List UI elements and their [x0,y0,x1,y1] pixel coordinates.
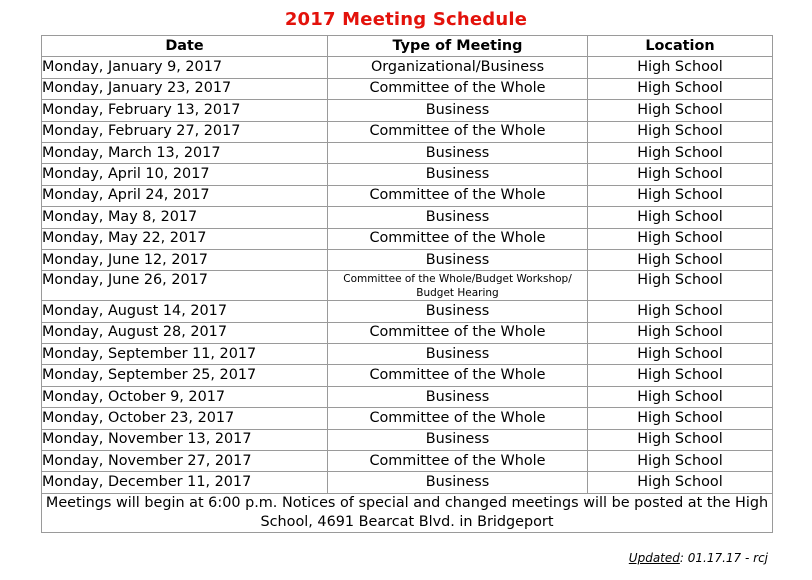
date-cell: Monday, May 22, 2017 [42,228,328,249]
location-cell: High School [588,386,773,407]
date-cell: Monday, February 13, 2017 [42,100,328,121]
location-cell: High School [588,344,773,365]
date-cell: Monday, January 23, 2017 [42,78,328,99]
location-cell: High School [588,57,773,78]
type-cell: Committee of the Whole [328,121,588,142]
table-row [42,429,773,450]
table-row [42,322,773,343]
date-cell: Monday, October 23, 2017 [42,408,328,429]
type-cell: Organizational/Business [328,57,588,78]
date-cell: Monday, November 27, 2017 [42,451,328,472]
type-column-header: Type of Meeting [328,36,588,57]
date-cell: Monday, August 14, 2017 [42,301,328,322]
type-cell: Business [328,472,588,493]
type-cell: Committee of the Whole [328,78,588,99]
table-header-row [42,36,773,57]
location-cell: High School [588,472,773,493]
date-cell: Monday, June 26, 2017 [42,271,328,301]
date-cell: Monday, June 12, 2017 [42,249,328,270]
table-row [42,271,773,301]
location-cell: High School [588,100,773,121]
date-cell: Monday, April 10, 2017 [42,164,328,185]
table-row [42,344,773,365]
meeting-schedule-table [41,35,773,533]
footer-note: Meetings will begin at 6:00 p.m. Notices of special and changed meetings will be posted at the High School, 4691 Bearcat Blvd. in Bridgeport [42,493,773,532]
type-cell: Committee of the Whole [328,185,588,206]
date-cell: Monday, August 28, 2017 [42,322,328,343]
location-column-header: Location [588,36,773,57]
date-cell: Monday, April 24, 2017 [42,185,328,206]
type-cell: Committee of the Whole [328,365,588,386]
table-row [42,121,773,142]
location-cell: High School [588,408,773,429]
type-cell: Committee of the Whole [328,228,588,249]
table-row [42,207,773,228]
type-cell: Business [328,100,588,121]
table-row [42,78,773,99]
type-cell: Committee of the Whole [328,322,588,343]
location-cell: High School [588,78,773,99]
location-cell: High School [588,429,773,450]
location-cell: High School [588,365,773,386]
type-cell: Committee of the Whole [328,408,588,429]
type-cell: Business [328,207,588,228]
type-cell: Business [328,301,588,322]
date-cell: Monday, September 11, 2017 [42,344,328,365]
date-cell: Monday, May 8, 2017 [42,207,328,228]
type-cell: Business [328,429,588,450]
table-row [42,386,773,407]
table-row [42,57,773,78]
location-cell: High School [588,228,773,249]
table-row [42,164,773,185]
table-row [42,365,773,386]
table-row [42,301,773,322]
location-cell: High School [588,164,773,185]
table-row [42,472,773,493]
location-cell: High School [588,142,773,163]
date-cell: Monday, March 13, 2017 [42,142,328,163]
date-cell: Monday, February 27, 2017 [42,121,328,142]
date-cell: Monday, November 13, 2017 [42,429,328,450]
location-cell: High School [588,451,773,472]
table-row [42,142,773,163]
table-row [42,185,773,206]
date-cell: Monday, January 9, 2017 [42,57,328,78]
type-cell: Business [328,142,588,163]
type-cell: Business [328,249,588,270]
updated-stamp [629,551,768,565]
location-cell: High School [588,207,773,228]
page-title: 2017 Meeting Schedule [284,9,528,30]
location-cell: High School [588,322,773,343]
table-row [42,408,773,429]
type-cell: Committee of the Whole [328,451,588,472]
location-cell: High School [588,185,773,206]
table-row [42,451,773,472]
table-row [42,100,773,121]
date-cell: Monday, December 11, 2017 [42,472,328,493]
table-row [42,249,773,270]
updated-value: : 01.17.17 - rcj [679,551,768,565]
date-column-header: Date [42,36,328,57]
type-cell: Business [328,344,588,365]
footer-note-row [42,493,773,532]
date-cell: Monday, September 25, 2017 [42,365,328,386]
type-cell: Business [328,386,588,407]
location-cell: High School [588,301,773,322]
location-cell: High School [588,121,773,142]
type-cell: Business [328,164,588,185]
type-cell: Committee of the Whole/Budget Workshop/ Budget Hearing [328,271,588,301]
table-body [42,57,773,493]
table-row [42,228,773,249]
updated-label: Updated [628,551,680,565]
date-cell: Monday, October 9, 2017 [42,386,328,407]
location-cell: High School [588,271,773,301]
location-cell: High School [588,249,773,270]
